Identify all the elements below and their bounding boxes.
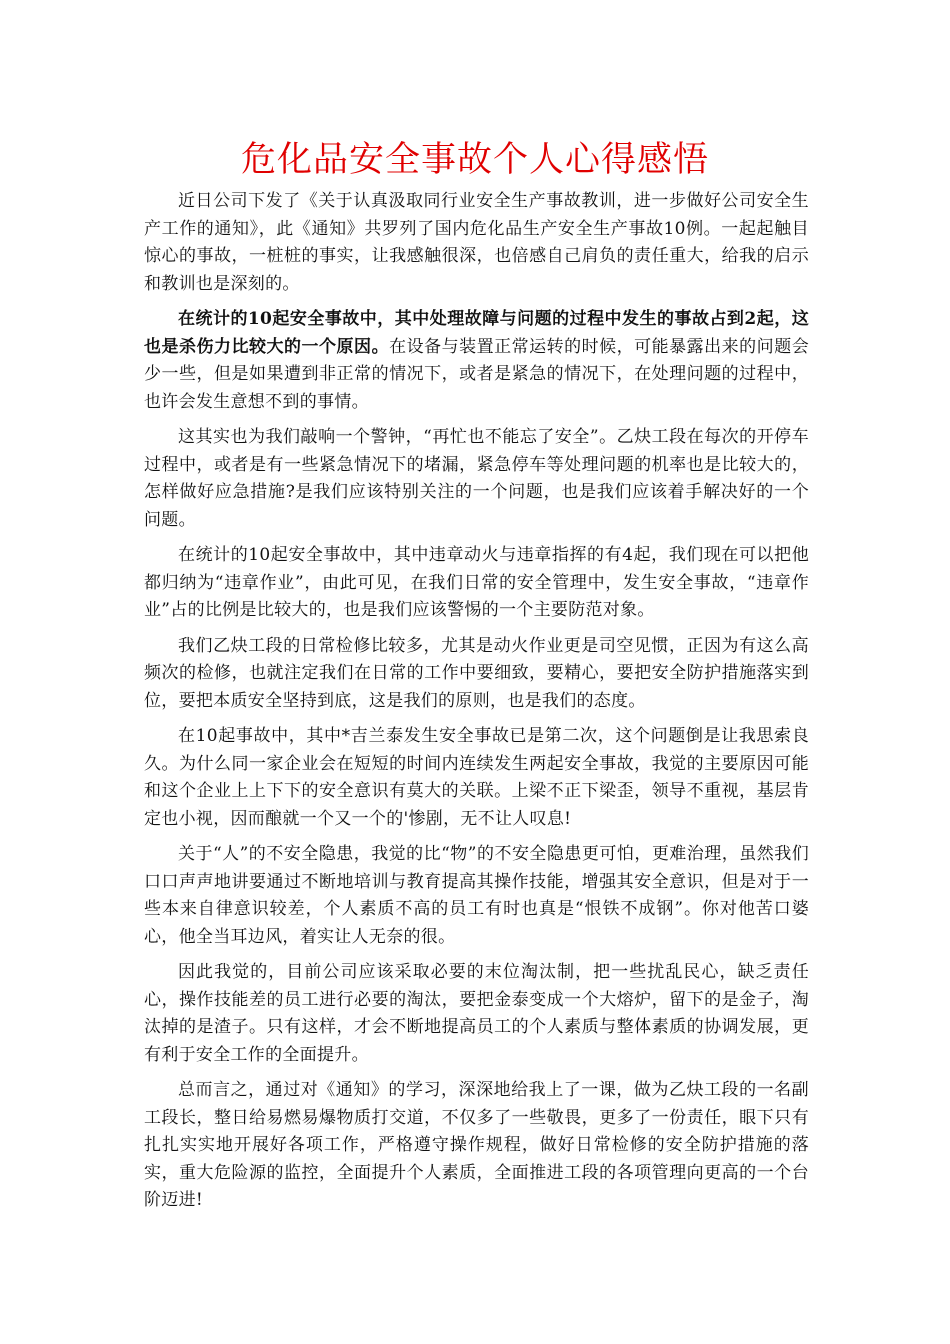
paragraph-text: 在设备与装置正常运转的时候，可能暴露出来的问题会少一些，但是如果遭到非正常的情况下，或者是紧急的情况下，在处理问题的过程中，也许会发生意想不到的事情。: [144, 336, 809, 412]
paragraph-text: 因此我觉的，目前公司应该采取必要的末位淘汰制，把一些扰乱民心，缺乏责任心，操作技能差的员工进行必要的淘汰，要把金泰变成一个大熔炉，留下的是金子，淘汰掉的是渣子。只有这样，才会不断地提高员工的个人素质与整体素质的协调发展，更有利于安全工作的全面提升。: [144, 962, 809, 1065]
body-paragraph: [144, 188, 809, 298]
body-paragraph: [144, 542, 809, 625]
paragraph-text: 我们乙炔工段的日常检修比较多，尤其是动火作业更是司空见惯，正因为有这么高频次的检修，也就注定我们在日常的工作中要细致，要精心，要把安全防护措施落实到位，要把本质安全坚持到底，这是我们的原则，也是我们的态度。: [144, 635, 809, 711]
body-paragraph: [144, 723, 809, 833]
body-paragraph: [144, 1077, 809, 1215]
body-paragraph: [144, 306, 809, 416]
document-body: [144, 188, 809, 1223]
paragraph-text: 在10起事故中，其中*吉兰泰发生安全事故已是第二次，这个问题倒是让我思索良久。为什么同一家企业会在短短的时间内连续发生两起安全事故，我觉的主要原因可能和这个企业上上下下的安全意识有莫大的关联。上梁不正下梁歪，领导不重视，基层肯定也小视，因而酿就一个又一个的'惨剧，无不让人叹息!: [144, 726, 809, 829]
body-paragraph: [144, 959, 809, 1069]
paragraph-text: 在统计的10起安全事故中，其中违章动火与违章指挥的有4起，我们现在可以把他都归纳为“违章作业”，由此可见，在我们日常的安全管理中，发生安全事故，“违章作业”占的比例是比较大的，也是我们应该警惕的一个主要防范对象。: [144, 545, 809, 620]
paragraph-bold-lead: 在统计的10起安全事故中，其中处理故障与问题的过程中发生的事故占到2起，这也是杀伤力比较大的一个原因。: [144, 309, 809, 357]
paragraph-text: 近日公司下发了《关于认真汲取同行业安全生产事故教训，进一步做好公司安全生产工作的通知》，此《通知》共罗列了国内危化品生产安全生产事故10例。一起起触目惊心的事故，一桩桩的事实，让我感触很深，也倍感自己肩负的责任重大，给我的启示和教训也是深刻的。: [144, 191, 809, 294]
body-paragraph: [144, 841, 809, 951]
paragraph-text: 关于“人”的不安全隐患，我觉的比“物”的不安全隐患更可怕，更难治理，虽然我们口口声声地讲要通过不断地培训与教育提高其操作技能，增强其安全意识，但是对于一些本来自律意识较差，个人素质不高的员工有时也真是“恨铁不成钢”。你对他苦口婆心，他全当耳边风，着实让人无奈的很。: [144, 844, 809, 947]
document-title: 危化品安全事故个人心得感悟: [240, 140, 709, 180]
body-paragraph: [144, 633, 809, 716]
paragraph-text: 这其实也为我们敲响一个警钟，“再忙也不能忘了安全”。乙炔工段在每次的开停车过程中，或者是有一些紧急情况下的堵漏，紧急停车等处理问题的机率也是比较大的，怎样做好应急措施?是我们应该特别关注的一个问题，也是我们应该着手解决好的一个问题。: [144, 427, 809, 530]
body-paragraph: [144, 424, 809, 534]
paragraph-text: 总而言之，通过对《通知》的学习，深深地给我上了一课，做为乙炔工段的一名副工段长，整日给易燃易爆物质打交道，不仅多了一些敬畏，更多了一份责任，眼下只有扎扎实实地开展好各项工作，严格遵守操作规程，做好日常检修的安全防护措施的落实，重大危险源的监控，全面提升个人素质，全面推进工段的各项管理向更高的一个台阶迈进!: [144, 1080, 809, 1210]
